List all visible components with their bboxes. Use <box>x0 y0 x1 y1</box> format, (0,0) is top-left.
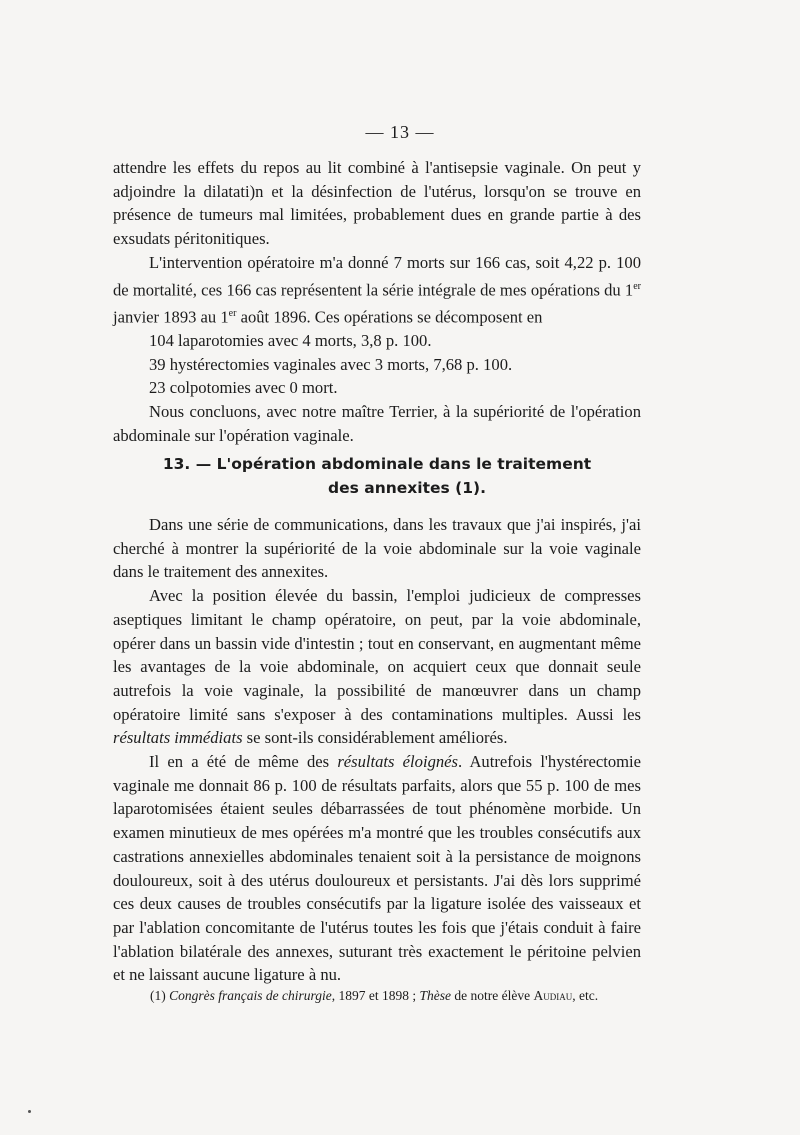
margin-speck <box>28 1110 31 1113</box>
paragraph: attendre les effets du repos au lit combiné à l'antisepsie vaginale. On peut y adjoindre la dilatati)n et la désinfection de l'utérus, lorsqu'on se trouve en présence de tumeurs mal limitées, probablement dues en grande partie à des exsudats péritonitiques. <box>113 158 641 249</box>
section-heading <box>113 452 641 500</box>
paragraph: Dans une série de communications, dans les travaux que j'ai inspirés, j'ai cherché à montrer la supériorité de la voie abdominale sur la voie vaginale dans le traitement des annexites. <box>113 515 641 582</box>
footnote: (1) Congrès français de chirurgie, 1897 et 1898 ; Thèse de notre élève Audiau, etc. <box>150 988 599 1003</box>
intro-text <box>113 156 641 448</box>
section-heading-line: 13. — L'opération abdominale dans le traitement <box>162 455 592 473</box>
italic-phrase: résultats éloignés <box>337 752 458 772</box>
page-number: — 13 — <box>365 122 435 142</box>
list-item: 23 colpotomies avec 0 mort. <box>149 378 338 398</box>
list-item: 39 hystérectomies vaginales avec 3 morts, 7,68 p. 100. <box>149 354 513 374</box>
paragraph: Il en a été de même des résultats éloignés. Autrefois l'hystérectomie vaginale me donnait 86 p. 100 de résultats parfaits, alors que 55 p. 100 de mes laparotomisées étaient seules débarrassées de tout phénomène morbide. Un examen minutieux de mes opérées m'a montré que les troubles consécutifs aux castrations annexielles abdominales tenaient soit à la persistance de moignons douloureux, soit à des utérus douloureux et persistants. J'ai dès lors supprimé ces deux causes de troubles consécutifs par la ligature isolée des vaisseaux et par l'ablation concomitante de l'utérus toutes les fois que j'étais conduit à faire l'ablation bilatérale des annexes, suturant très exactement le péritoine pelvien et ne laissant aucune ligature à nu. <box>113 752 641 985</box>
paragraph: Nous concluons, avec notre maître Terrier, à la supériorité de l'opération abdominale sur l'opération vaginale. <box>113 402 641 445</box>
section-heading-line: des annexites (1). <box>328 479 486 497</box>
italic-phrase: résultats immédiats <box>113 728 243 748</box>
superscript: er <box>633 280 641 292</box>
section-text <box>113 513 641 987</box>
superscript: er <box>228 307 237 319</box>
paragraph: Avec la position élevée du bassin, l'emploi judicieux de compresses aseptiques limitant le champ opératoire, on peut, par la voie abdominale, opérer dans un bassin vide d'intestin ; tout en conservant, en augmentant même les avantages de la voie abdominale, on acquiert ceux que donnait seule autrefois la voie vaginale, la possibilité de manœuvrer dans un champ opératoire limité sans s'exposer à des contaminations multiples. Aussi les résultats immédiats se sont-ils considérablement améliorés. <box>113 586 641 748</box>
author-name: Audiau <box>533 988 573 1003</box>
paragraph: L'intervention opératoire m'a donné 7 morts sur 166 cas, soit 4,22 p. 100 de mortalité, ces 166 cas représentent la série intégrale de mes opérations du 1er janvier 1893 au 1er août 1896. Ces opérations se décomposent en <box>113 252 641 327</box>
list-item: 104 laparotomies avec 4 morts, 3,8 p. 100. <box>149 330 432 350</box>
